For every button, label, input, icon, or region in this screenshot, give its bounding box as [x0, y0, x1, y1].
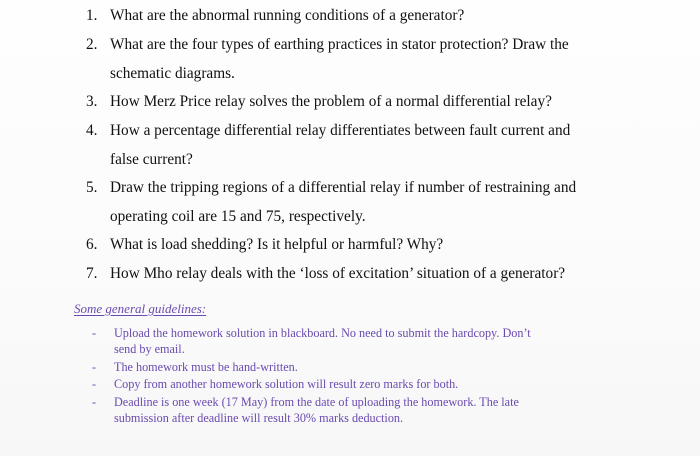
bullet-dash: -: [92, 395, 97, 409]
question-line: false current?: [110, 150, 193, 168]
bullet-dash: -: [92, 360, 97, 374]
guideline-line: send by email.: [114, 341, 185, 356]
question-line: operating coil are 15 and 75, respectively.: [110, 207, 366, 225]
guideline-line: submission after deadline will result 30% marks deduction.: [114, 410, 404, 425]
question-number: 3.: [86, 93, 98, 110]
question-text: [110, 260, 600, 289]
question-text: [110, 2, 600, 31]
guideline-text: [114, 326, 594, 357]
question-line: schematic diagrams.: [110, 64, 235, 82]
guideline-line: Copy from another homework solution will result zero marks for both.: [114, 377, 459, 391]
bullet-dash: -: [92, 326, 97, 340]
bullet-dash: -: [92, 377, 97, 391]
guidelines-heading: Some general guidelines:: [74, 301, 207, 316]
question-line: What are the four types of earthing practices in stator protection? Draw the: [110, 36, 569, 53]
guideline-text: [114, 377, 594, 393]
question-line: How a percentage differential relay differentiates between fault current and: [110, 122, 571, 139]
guideline-line: Upload the homework solution in blackboard. No need to submit the hardcopy. Don’t: [114, 326, 531, 340]
question-number: 4.: [86, 122, 98, 139]
question-line: Draw the tripping regions of a differential relay if number of restraining and: [110, 179, 577, 196]
guideline-text: [114, 360, 594, 376]
question-number: 7.: [86, 265, 98, 282]
question-text: [110, 117, 600, 174]
question-number: 6.: [86, 236, 98, 253]
question-line: How Mho relay deals with the ‘loss of excitation’ situation of a generator?: [110, 265, 566, 282]
question-number: 2.: [86, 36, 98, 53]
question-line: What is load shedding? Is it helpful or harmful? Why?: [110, 236, 444, 253]
guideline-line: The homework must be hand-written.: [114, 360, 298, 374]
question-number: 5.: [86, 179, 98, 196]
guideline-line: Deadline is one week (17 May) from the date of uploading the homework. The late: [114, 395, 519, 409]
question-number: 1.: [86, 7, 98, 24]
guideline-text: [114, 395, 594, 426]
question-line: How Merz Price relay solves the problem of a normal differential relay?: [110, 93, 552, 110]
question-line: What are the abnormal running conditions of a generator?: [110, 7, 465, 24]
question-text: [110, 88, 600, 117]
question-text: [110, 174, 600, 231]
question-text: [110, 231, 600, 260]
question-text: [110, 31, 600, 88]
